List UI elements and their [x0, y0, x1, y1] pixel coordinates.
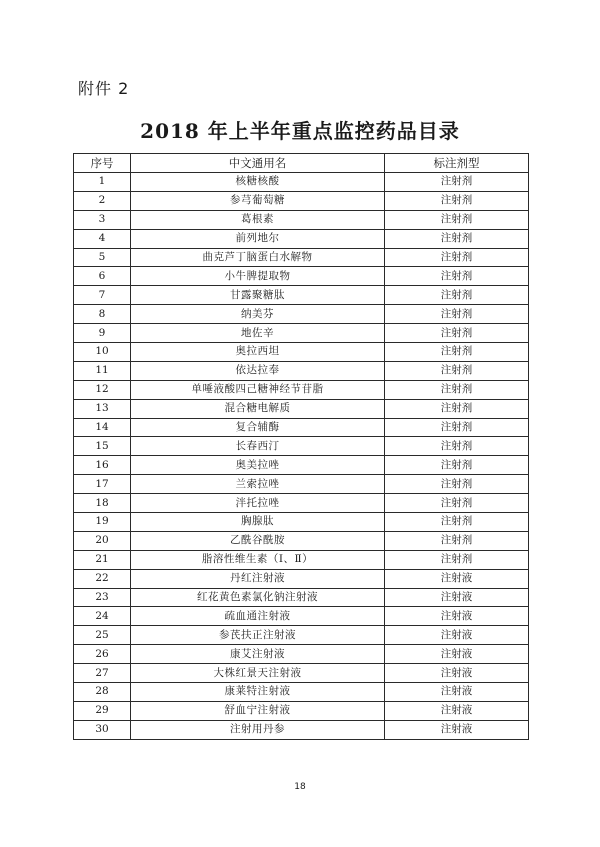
cell-serial-number: 28	[74, 683, 131, 702]
table-row	[74, 664, 529, 683]
cell-generic-name: 红花黄色素氯化钠注射液	[131, 588, 385, 607]
cell-generic-name: 核糖核酸	[131, 173, 385, 192]
page-number: 18	[294, 782, 306, 792]
cell-dosage-form: 注射剂	[385, 191, 529, 210]
table-row	[74, 531, 529, 550]
table-row	[74, 399, 529, 418]
cell-generic-name: 注射用丹参	[131, 720, 385, 739]
cell-generic-name: 长春西汀	[131, 437, 385, 456]
cell-dosage-form: 注射液	[385, 607, 529, 626]
cell-generic-name: 兰索拉唑	[131, 475, 385, 494]
cell-dosage-form: 注射剂	[385, 494, 529, 513]
cell-generic-name: 康莱特注射液	[131, 683, 385, 702]
cell-dosage-form: 注射剂	[385, 456, 529, 475]
cell-dosage-form: 注射剂	[385, 531, 529, 550]
cell-serial-number: 11	[74, 361, 131, 380]
header-serial-number: 序号	[74, 154, 131, 173]
cell-serial-number: 22	[74, 569, 131, 588]
cell-serial-number: 21	[74, 550, 131, 569]
table-row	[74, 550, 529, 569]
cell-dosage-form: 注射液	[385, 645, 529, 664]
cell-dosage-form: 注射剂	[385, 324, 529, 343]
header-dosage-form: 标注剂型	[385, 154, 529, 173]
cell-serial-number: 12	[74, 380, 131, 399]
cell-dosage-form: 注射剂	[385, 248, 529, 267]
table-row	[74, 701, 529, 720]
cell-generic-name: 前列地尔	[131, 229, 385, 248]
cell-generic-name: 曲克芦丁脑蛋白水解物	[131, 248, 385, 267]
cell-dosage-form: 注射剂	[385, 380, 529, 399]
table-row	[74, 607, 529, 626]
cell-serial-number: 25	[74, 626, 131, 645]
table-row	[74, 588, 529, 607]
table-header-row	[74, 154, 529, 173]
cell-generic-name: 地佐辛	[131, 324, 385, 343]
attachment-label: 附件 2	[78, 79, 130, 98]
table-row	[74, 380, 529, 399]
cell-dosage-form: 注射剂	[385, 437, 529, 456]
cell-serial-number: 18	[74, 494, 131, 513]
table-row	[74, 361, 529, 380]
cell-dosage-form: 注射液	[385, 701, 529, 720]
cell-generic-name: 乙酰谷酰胺	[131, 531, 385, 550]
table-row	[74, 343, 529, 362]
table-row	[74, 456, 529, 475]
cell-dosage-form: 注射剂	[385, 173, 529, 192]
cell-generic-name: 奥拉西坦	[131, 343, 385, 362]
cell-serial-number: 9	[74, 324, 131, 343]
cell-serial-number: 15	[74, 437, 131, 456]
cell-serial-number: 5	[74, 248, 131, 267]
cell-dosage-form: 注射液	[385, 720, 529, 739]
table-row	[74, 418, 529, 437]
cell-dosage-form: 注射剂	[385, 286, 529, 305]
cell-generic-name: 丹红注射液	[131, 569, 385, 588]
cell-generic-name: 舒血宁注射液	[131, 701, 385, 720]
cell-serial-number: 13	[74, 399, 131, 418]
table-row	[74, 720, 529, 739]
table-row	[74, 286, 529, 305]
cell-dosage-form: 注射剂	[385, 210, 529, 229]
cell-serial-number: 19	[74, 513, 131, 532]
table-row	[74, 191, 529, 210]
cell-dosage-form: 注射剂	[385, 550, 529, 569]
cell-dosage-form: 注射剂	[385, 361, 529, 380]
cell-serial-number: 23	[74, 588, 131, 607]
cell-dosage-form: 注射剂	[385, 475, 529, 494]
cell-dosage-form: 注射剂	[385, 343, 529, 362]
cell-serial-number: 16	[74, 456, 131, 475]
cell-generic-name: 康艾注射液	[131, 645, 385, 664]
cell-generic-name: 胸腺肽	[131, 513, 385, 532]
table-row	[74, 324, 529, 343]
cell-dosage-form: 注射剂	[385, 513, 529, 532]
table-row	[74, 475, 529, 494]
table-row	[74, 494, 529, 513]
cell-serial-number: 2	[74, 191, 131, 210]
cell-serial-number: 14	[74, 418, 131, 437]
table-row	[74, 173, 529, 192]
cell-dosage-form: 注射剂	[385, 229, 529, 248]
cell-dosage-form: 注射剂	[385, 418, 529, 437]
cell-generic-name: 奥美拉唑	[131, 456, 385, 475]
cell-generic-name: 疏血通注射液	[131, 607, 385, 626]
cell-serial-number: 26	[74, 645, 131, 664]
cell-dosage-form: 注射剂	[385, 399, 529, 418]
cell-generic-name: 纳美芬	[131, 305, 385, 324]
document-title: 2018 年上半年重点监控药品目录	[140, 119, 460, 143]
table-row	[74, 229, 529, 248]
cell-serial-number: 8	[74, 305, 131, 324]
cell-generic-name: 泮托拉唑	[131, 494, 385, 513]
cell-generic-name: 参芎葡萄糖	[131, 191, 385, 210]
drug-catalog-table	[73, 153, 529, 740]
cell-generic-name: 甘露聚糖肽	[131, 286, 385, 305]
cell-dosage-form: 注射液	[385, 683, 529, 702]
cell-serial-number: 24	[74, 607, 131, 626]
table-body	[74, 173, 529, 740]
cell-serial-number: 20	[74, 531, 131, 550]
cell-generic-name: 葛根素	[131, 210, 385, 229]
cell-dosage-form: 注射液	[385, 588, 529, 607]
cell-serial-number: 27	[74, 664, 131, 683]
cell-generic-name: 依达拉奉	[131, 361, 385, 380]
cell-dosage-form: 注射剂	[385, 267, 529, 286]
cell-serial-number: 30	[74, 720, 131, 739]
cell-generic-name: 大株红景天注射液	[131, 664, 385, 683]
cell-serial-number: 3	[74, 210, 131, 229]
table-row	[74, 248, 529, 267]
table-row	[74, 513, 529, 532]
cell-serial-number: 6	[74, 267, 131, 286]
cell-serial-number: 17	[74, 475, 131, 494]
cell-generic-name: 单唾液酸四己糖神经节苷脂	[131, 380, 385, 399]
cell-generic-name: 复合辅酶	[131, 418, 385, 437]
cell-serial-number: 1	[74, 173, 131, 192]
cell-dosage-form: 注射液	[385, 664, 529, 683]
table-row	[74, 267, 529, 286]
table-row	[74, 305, 529, 324]
header-generic-name: 中文通用名	[131, 154, 385, 173]
cell-generic-name: 混合糖电解质	[131, 399, 385, 418]
table-row	[74, 645, 529, 664]
cell-dosage-form: 注射剂	[385, 305, 529, 324]
cell-dosage-form: 注射液	[385, 569, 529, 588]
cell-generic-name: 参芪扶正注射液	[131, 626, 385, 645]
cell-dosage-form: 注射液	[385, 626, 529, 645]
cell-serial-number: 7	[74, 286, 131, 305]
table-row	[74, 683, 529, 702]
cell-serial-number: 4	[74, 229, 131, 248]
table-row	[74, 626, 529, 645]
cell-serial-number: 10	[74, 343, 131, 362]
cell-generic-name: 脂溶性维生素（Ⅰ、Ⅱ）	[131, 550, 385, 569]
table-row	[74, 437, 529, 456]
table-row	[74, 569, 529, 588]
cell-serial-number: 29	[74, 701, 131, 720]
table-row	[74, 210, 529, 229]
cell-generic-name: 小牛脾提取物	[131, 267, 385, 286]
